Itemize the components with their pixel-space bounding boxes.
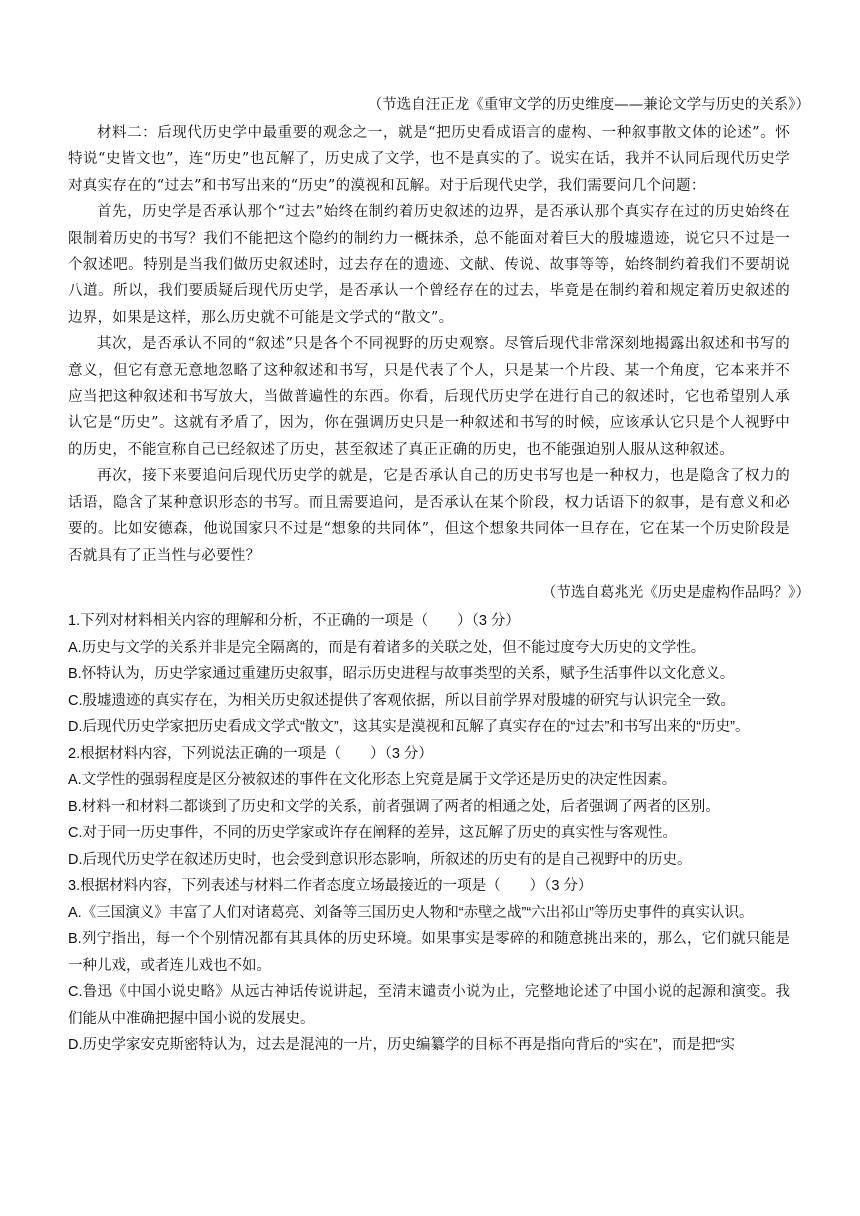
option: B.材料一和材料二都谈到了历史和文学的关系，前者强调了两者的相通之处，后者强调了两者的区别。 [68, 798, 720, 815]
option: D.历史学家安克斯密特认为，过去是混沌的一片，历史编纂学的目标不再是指向背后的“实在”，而是把“实 [68, 1037, 735, 1053]
material-2-passage [68, 120, 790, 569]
option: C.鲁迅《中国小说史略》从远古神话传说讲起，至清末谴责小说为止，完整地论述了中国小说的起源和演变。我们能从中准确把握中国小说的发展史。 [68, 984, 790, 1027]
paragraph: 首先，历史学是否承认那个“过去”始终在制约着历史叙述的边界，是否承认那个真实存在过的历史始终在限制着历史的书写？我们不能把这个隐约的制约力一概抹杀，总不能面对着巨大的殷墟遗迹，说它只不过是一个叙述吧。特别是当我们做历史叙述时，过去存在的遗迹、文献、传说、故事等等，始终制约着我们不要胡说八道。所以，我们要质疑后现代历史学，是否承认一个曾经存在的过去，毕竟是在制约着和规定着历史叙述的边界，如果是这样，那么历史就不可能是文学式的“散文”。 [68, 204, 790, 326]
questions-section [68, 608, 790, 1059]
option: D.后现代历史学家把历史看成文学式“散文”，这其实是漠视和瓦解了真实存在的“过去”和书写出来的“历史”。 [68, 719, 750, 735]
option: C.殷墟遗迹的真实存在，为相关历史叙述提供了客观依据，所以目前学界对殷墟的研究与认识完全一致。 [68, 692, 735, 709]
option: C.对于同一历史事件，不同的历史学家或许存在阐释的差异，这瓦解了历史的真实性与客观性。 [68, 825, 677, 841]
question-stem: 1.下列对材料相关内容的理解和分析，不正确的一项是（ ）（3 分） [68, 613, 520, 629]
option: A.文学性的强弱程度是区分被叙述的事件在文化形态上究竟是属于文学还是历史的决定性因素。 [68, 772, 677, 788]
source-citation-1: （节选自汪正龙《重审文学的历史维度——兼论文学与历史的关系》） [367, 97, 810, 113]
option: B.列宁指出，每一个个别情况都有其具体的历史环境。如果事实是零碎的和随意挑出来的，那么，它们就只能是一种儿戏，或者连儿戏也不如。 [68, 931, 790, 974]
paragraph: 其次，是否承认不同的“叙述”只是各个不同视野的历史观察。尽管后现代非常深刻地揭露出叙述和书写的意义，但它有意无意地忽略了这种叙述和书写，只是代表了个人，只是某一个片段、某一个角度，它本来并不应当把这种叙述和书写放大，当做普遍性的东西。你看，后现代历史学在进行自己的叙述时，它也希望别人承认它是“历史”。这就有矛盾了，因为，你在强调历史只是一种叙述和书写的时候，应该承认它只是个人视野中的历史，不能宣称自己已经叙述了历史，甚至叙述了真正正确的历史，也不能强迫别人服从这种叙述。 [68, 336, 790, 458]
paragraph: 再次，接下来要追问后现代历史学的就是，它是否承认自己的历史书写也是一种权力，也是隐含了权力的话语，隐含了某种意识形态的书写。而且需要追问，是否承认在某个阶段，权力话语下的叙事，是有意义和必要的。比如安德森，他说国家只不过是“想象的共同体”，但这个想象共同体一旦存在，它在某一个历史阶段是否就具有了正当性与必要性？ [68, 468, 790, 564]
source-citation-2: （节选自葛兆光《历史是虚构作品吗？》） [541, 585, 810, 601]
question-stem: 3.根据材料内容，下列表述与材料二作者态度立场最接近的一项是（ ）（3 分） [68, 878, 593, 894]
option: D.后现代历史学在叙述历史时，也会受到意识形态影响，所叙述的历史有的是自己视野中的历史。 [68, 851, 692, 868]
option: A.历史与文学的关系并非是完全隔离的，而是有着诸多的关联之处，但不能过度夸大历史的文学性。 [68, 639, 706, 656]
option: A.《三国演义》丰富了人们对诸葛亮、刘备等三国历史人物和“赤壁之战”“六出祁山”等历史事件的真实认识。 [68, 904, 754, 921]
question-stem: 2.根据材料内容，下列说法正确的一项是（ ）（3 分） [68, 745, 433, 762]
paragraph: 材料二：后现代历史学中最重要的观念之一，就是“把历史看成语言的虚构、一种叙事散文体的论述”。怀特说“史皆文也”，连“历史”也瓦解了，历史成了文学，也不是真实的了。说实在话，我并不认同后现代历史学对真实存在的“过去”和书写出来的“历史”的漠视和瓦解。对于后现代史学，我们需要问几个问题： [68, 125, 790, 194]
option: B.怀特认为，历史学家通过重建历史叙事，昭示历史进程与故事类型的关系，赋予生活事件以文化意义。 [68, 666, 735, 682]
